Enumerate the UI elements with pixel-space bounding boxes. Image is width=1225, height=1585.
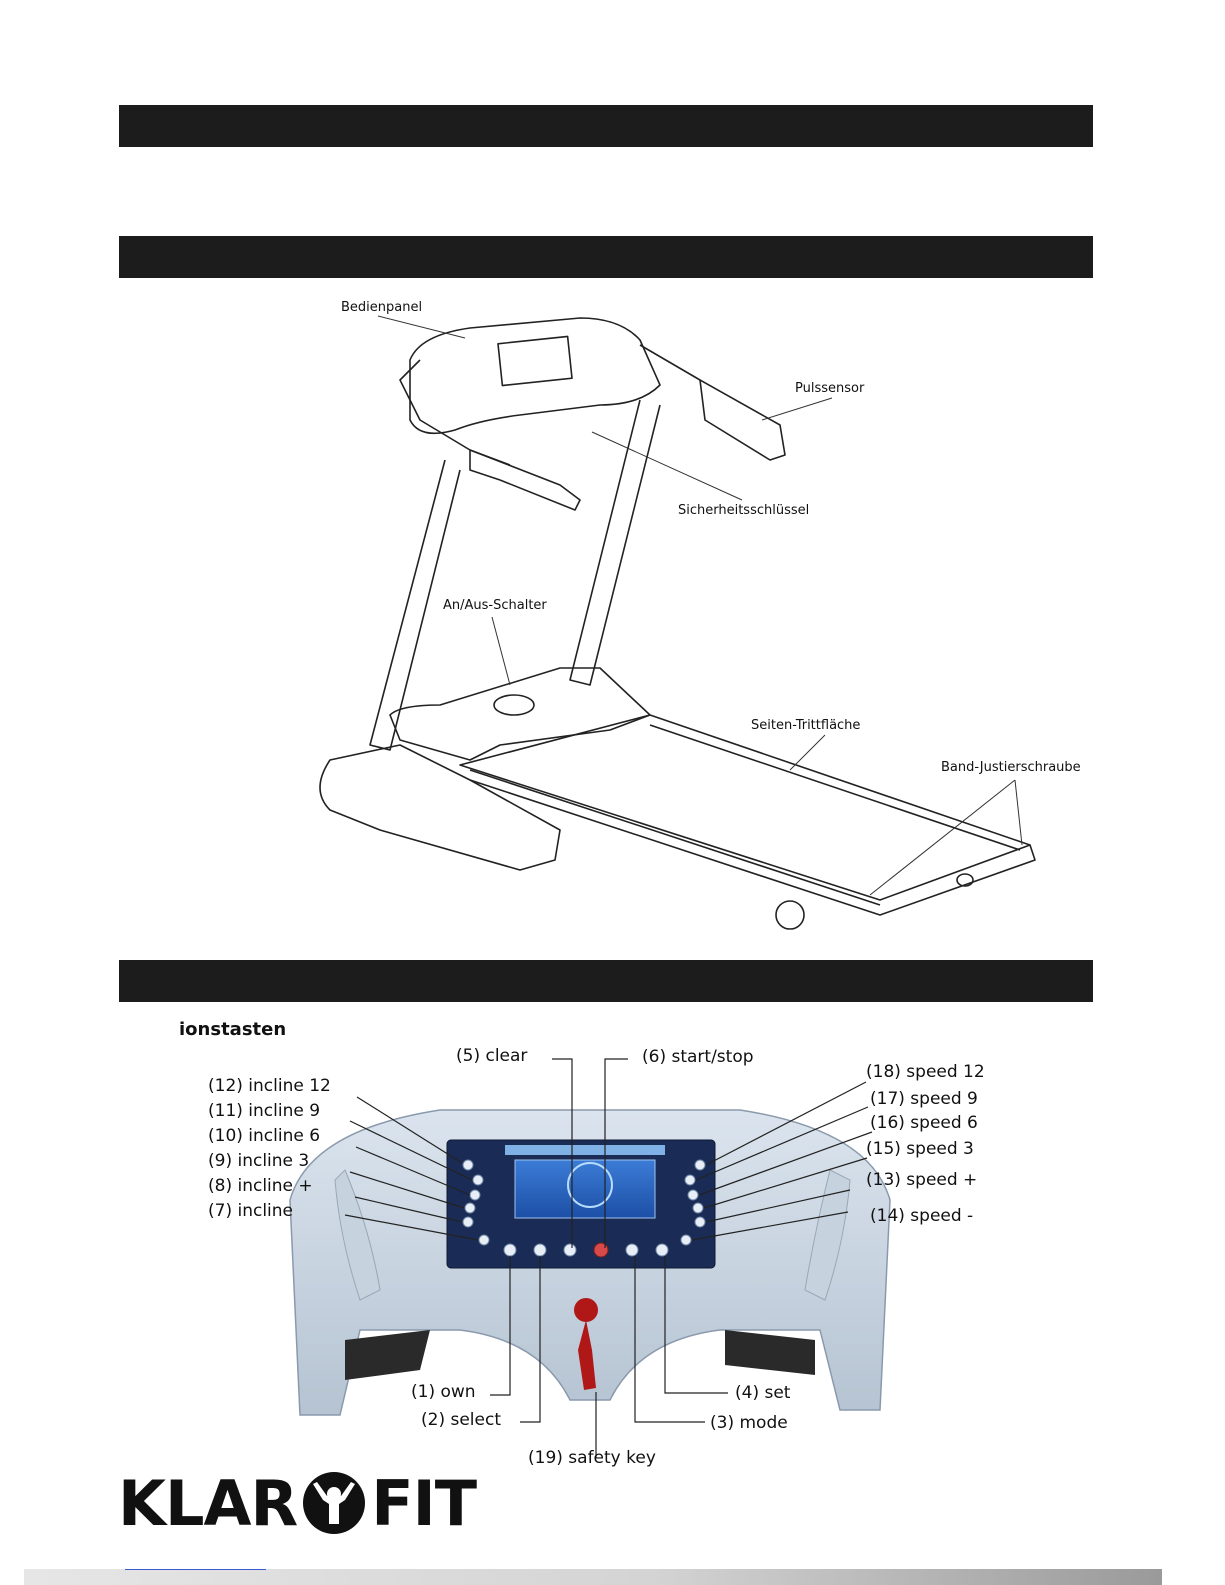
label-seiten-trittflaeche: Seiten-Trittfläche	[751, 718, 861, 733]
label-start-stop: (6) start/stop	[642, 1047, 754, 1067]
panel-heading: ionstasten	[179, 1019, 287, 1040]
label-set: (4) set	[735, 1383, 791, 1403]
logo-text-left: KLAR	[118, 1466, 298, 1540]
control-panel-illustration	[0, 1040, 1225, 1480]
label-bedienpanel: Bedienpanel	[341, 300, 423, 315]
label-speed-12: (18) speed 12	[866, 1062, 985, 1082]
label-an-aus-schalter: An/Aus-Schalter	[443, 598, 547, 613]
footer-link-underline[interactable]	[125, 1569, 266, 1570]
label-safety-key: (19) safety key	[528, 1448, 656, 1468]
label-pulssensor: Pulssensor	[795, 381, 865, 396]
label-speed-minus: (14) speed -	[870, 1206, 974, 1226]
label-clear: (5) clear	[456, 1046, 528, 1066]
label-speed-plus: (13) speed +	[866, 1170, 978, 1190]
treadmill-illustration	[0, 280, 1225, 980]
athlete-icon	[301, 1470, 367, 1536]
section-bar-1	[119, 105, 1093, 147]
label-band-justierschraube: Band-Justierschraube	[941, 760, 1081, 775]
label-select: (2) select	[421, 1410, 501, 1430]
label-sicherheitsschluessel: Sicherheitsschlüssel	[678, 503, 810, 518]
label-incline-minus: (7) incline	[208, 1201, 294, 1221]
label-speed-9: (17) speed 9	[870, 1089, 978, 1109]
label-incline-6: (10) incline 6	[208, 1126, 321, 1146]
label-mode: (3) mode	[710, 1413, 788, 1433]
label-incline-9: (11) incline 9	[208, 1101, 321, 1121]
footer-bar	[24, 1569, 1162, 1585]
klarfit-logo	[118, 1468, 476, 1538]
section-bar-2	[119, 236, 1093, 278]
label-speed-3: (15) speed 3	[866, 1139, 974, 1159]
label-incline-3: (9) incline 3	[208, 1151, 310, 1171]
label-incline-plus: (8) incline +	[208, 1176, 313, 1196]
logo-text-right: FIT	[371, 1466, 476, 1540]
label-own: (1) own	[411, 1382, 476, 1402]
label-incline-12: (12) incline 12	[208, 1076, 331, 1096]
label-speed-6: (16) speed 6	[870, 1113, 978, 1133]
